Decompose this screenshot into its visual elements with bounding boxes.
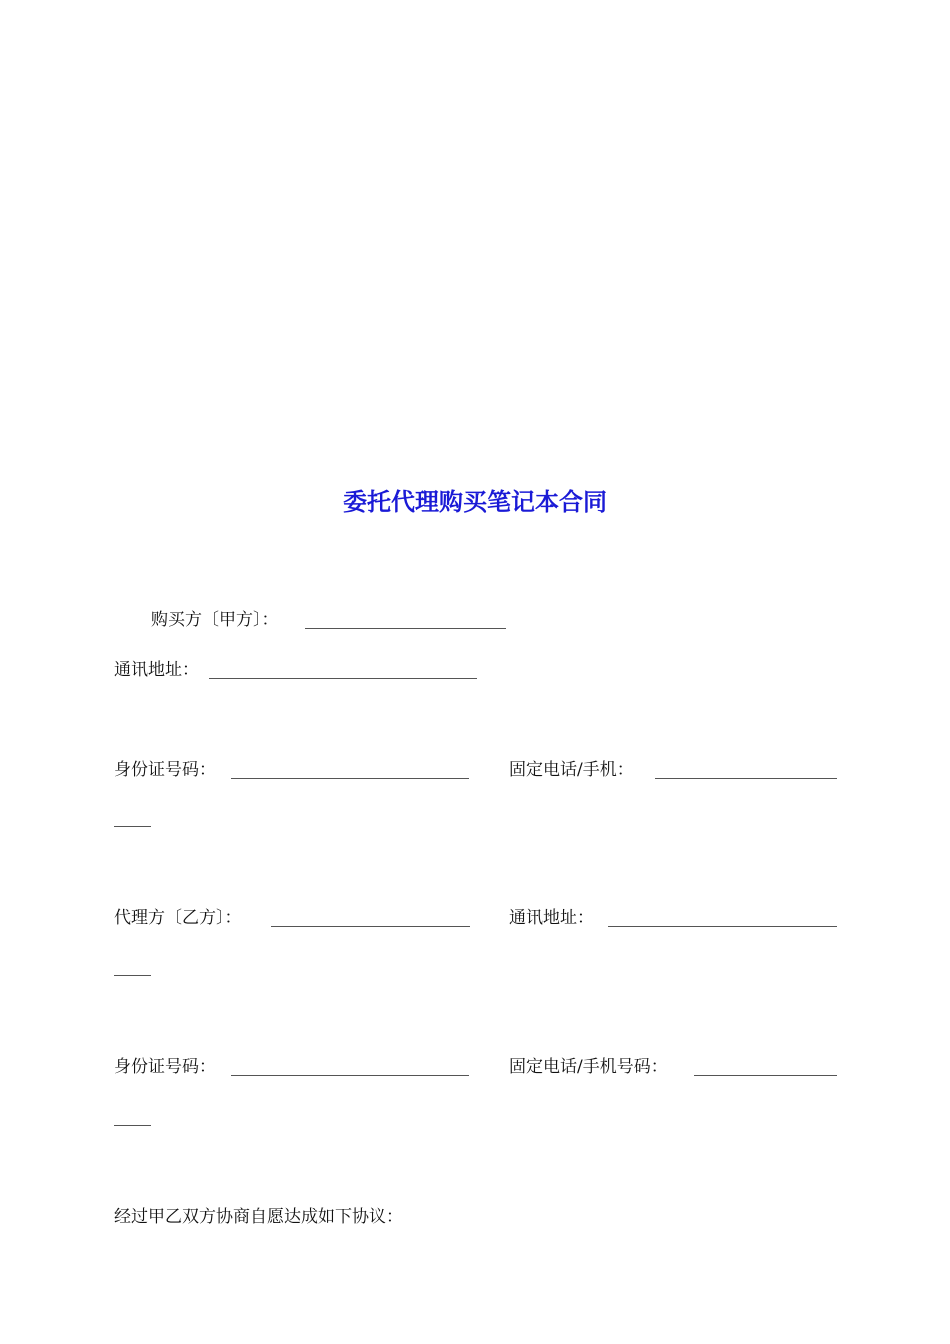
agent-address-label: 通讯地址： — [509, 908, 594, 928]
agent-address-blank — [608, 926, 837, 927]
agent-id-blank — [231, 1075, 469, 1076]
agent-name-blank — [271, 926, 470, 927]
agent-address-blank-continued — [114, 975, 151, 976]
buyer-address-label: 通讯地址： — [114, 660, 199, 680]
buyer-id-label: 身份证号码： — [114, 760, 216, 780]
agreement-intro: 经过甲乙双方协商自愿达成如下协议： — [114, 1207, 403, 1227]
agent-phone-blank — [694, 1075, 837, 1076]
buyer-phone-label: 固定电话/手机： — [509, 760, 634, 780]
buyer-phone-blank — [655, 778, 837, 779]
agent-phone-blank-continued — [114, 1125, 151, 1126]
buyer-address-blank — [209, 678, 477, 679]
buyer-name-blank — [305, 628, 506, 629]
contract-title: 委托代理购买笔记本合同 — [343, 488, 607, 516]
agent-label: 代理方〔乙方〕： — [114, 908, 242, 928]
buyer-phone-blank-continued — [114, 826, 151, 827]
buyer-id-blank — [231, 778, 469, 779]
buyer-label: 购买方〔甲方〕： — [151, 610, 279, 630]
agent-id-label: 身份证号码： — [114, 1057, 216, 1077]
agent-phone-label: 固定电话/手机号码： — [509, 1057, 668, 1077]
